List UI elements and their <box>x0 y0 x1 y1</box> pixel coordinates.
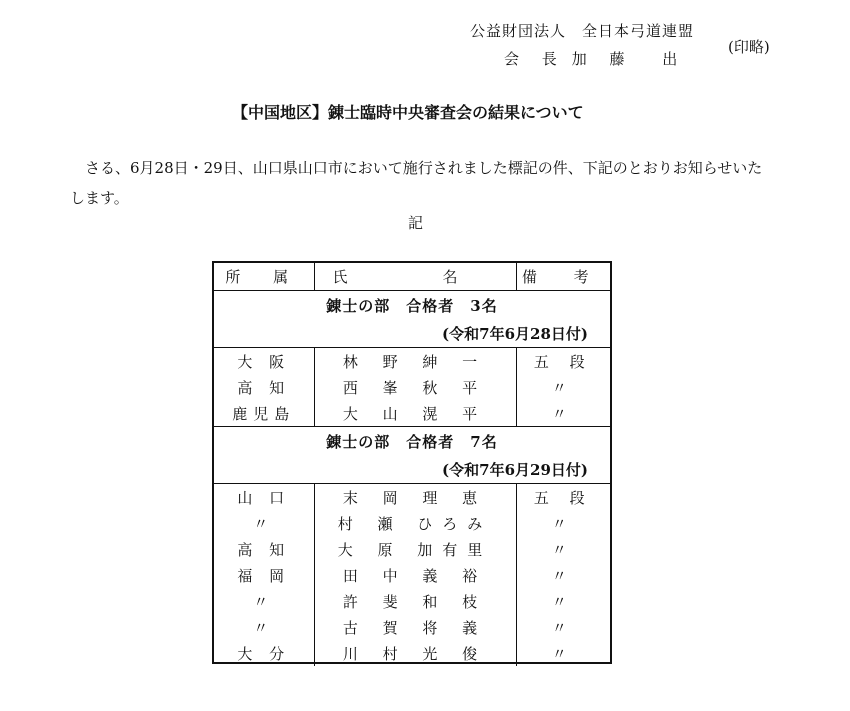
cell-affiliation: 鹿児島 <box>214 400 314 427</box>
cell-affiliation: 〃 <box>214 510 314 536</box>
section-date-row <box>214 319 610 348</box>
cell-affiliation: 山 口 <box>214 484 314 511</box>
cell-note: 〃 <box>551 514 575 533</box>
cell-name: 大 山 滉 平 <box>314 400 516 427</box>
cell-note: 五 段 <box>533 352 593 371</box>
table-row <box>214 374 610 400</box>
ki-heading: 記 <box>408 214 424 232</box>
cell-note: 〃 <box>551 540 575 559</box>
cell-note: 五 段 <box>533 488 593 507</box>
cell-name: 田 中 義 裕 <box>314 562 516 588</box>
section-date: (令和7年6月28日付) <box>214 319 610 348</box>
table-row <box>214 614 610 640</box>
cell-name: 川 村 光 俊 <box>314 640 516 666</box>
body-paragraph: さる、6月28日・29日、山口県山口市において施行されました標記の件、下記のとおりお知らせいたします。 <box>70 159 763 207</box>
cell-note: 〃 <box>551 566 575 585</box>
seal-note: (印略) <box>728 38 770 56</box>
cell-name: 林 野 紳 一 <box>314 348 516 375</box>
header-name: 氏 名 <box>314 263 516 291</box>
cell-affiliation: 〃 <box>214 614 314 640</box>
cell-note: 〃 <box>551 378 575 397</box>
table-row <box>214 484 610 511</box>
section-heading: 錬士の部 合格者 7名 <box>326 432 498 451</box>
section-heading-row <box>214 291 610 320</box>
header-affiliation: 所 属 <box>214 263 314 291</box>
cell-note: 〃 <box>551 592 575 611</box>
cell-affiliation: 高 知 <box>214 536 314 562</box>
section-date-row <box>214 455 610 484</box>
cell-affiliation: 〃 <box>214 588 314 614</box>
cell-note: 〃 <box>516 400 610 427</box>
cell-name: 村 瀬 ひろみ <box>314 510 516 536</box>
cell-note: 〃 <box>551 644 575 663</box>
cell-affiliation: 大 分 <box>214 640 314 666</box>
cell-name: 許 斐 和 枝 <box>314 588 516 614</box>
table-row <box>214 348 610 375</box>
table-header-row <box>214 263 610 291</box>
document-title: 【中国地区】錬士臨時中央審査会の結果について <box>232 103 584 122</box>
table-row <box>214 588 610 614</box>
table-row <box>214 536 610 562</box>
section-heading: 錬士の部 合格者 3名 <box>326 296 498 315</box>
cell-affiliation: 福 岡 <box>214 562 314 588</box>
cell-affiliation: 大 阪 <box>214 348 314 375</box>
cell-name: 大 原 加有里 <box>314 536 516 562</box>
organization-name: 公益財団法人 全日本弓道連盟 <box>470 22 695 40</box>
cell-name: 古 賀 将 義 <box>314 614 516 640</box>
table-row <box>214 400 610 427</box>
table-row <box>214 640 610 666</box>
results-table <box>212 261 612 664</box>
cell-affiliation: 高 知 <box>214 374 314 400</box>
cell-name: 西 峯 秋 平 <box>314 374 516 400</box>
cell-name: 末 岡 理 恵 <box>314 484 516 511</box>
section-heading-row <box>214 427 610 456</box>
president-name: 会 長 加 藤 出 <box>504 50 678 68</box>
cell-note: 〃 <box>551 618 575 637</box>
table-row <box>214 562 610 588</box>
header-note: 備 考 <box>516 263 610 291</box>
section-date: (令和7年6月29日付) <box>214 455 610 484</box>
table-row <box>214 510 610 536</box>
